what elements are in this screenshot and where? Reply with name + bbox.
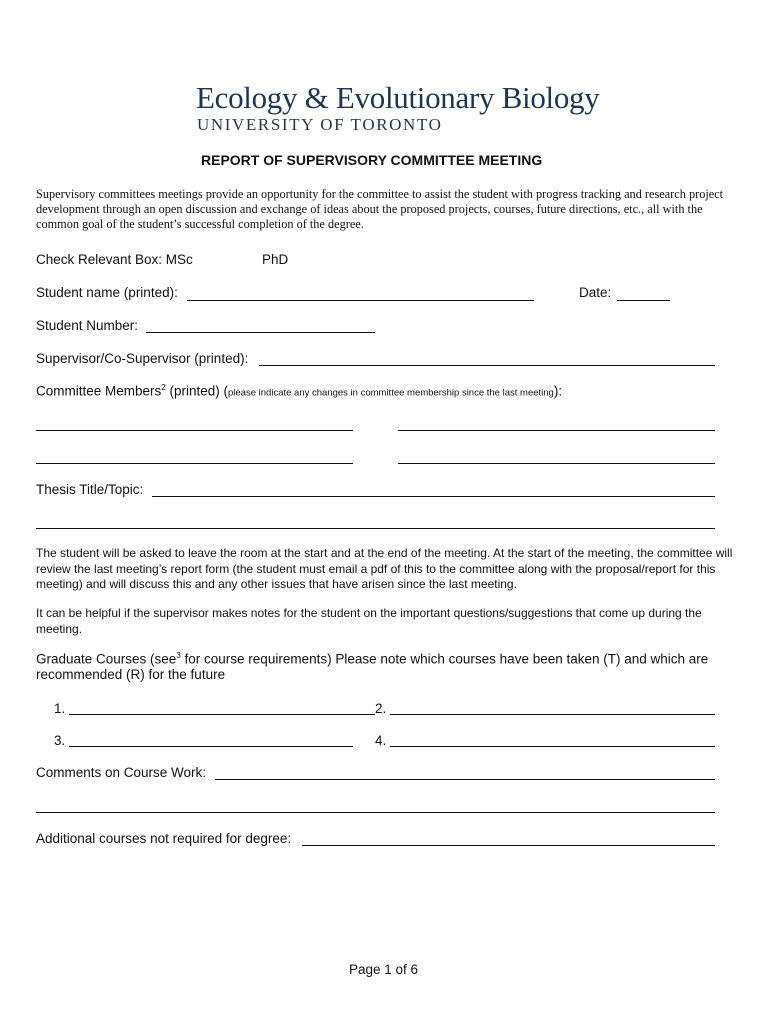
phd-label: PhD [262,252,289,267]
course-2-field[interactable] [390,714,715,715]
course-1-number: 1. [54,701,66,716]
course-2-number: 2. [375,701,387,716]
thesis-title-field[interactable] [152,496,715,497]
committee-note: please indicate any changes in committee membership since the last meeting [228,387,554,399]
additional-courses-field[interactable] [302,845,715,846]
supervisor-label: Supervisor/Co-Supervisor (printed): [36,351,249,366]
course-4-number: 4. [375,733,387,748]
graduate-courses-label: Graduate Courses (see$^3$ for course requirements) Please note which courses have been taken (T) and which are [36,651,709,667]
committee-member-field-2[interactable] [398,430,715,431]
intro-paragraph: Supervisory committees meetings provide an opportunity for the committee to assist the student with progress tracking and research project development through an open discussion and exchange of ideas about the proposed projects, courses, future directions, etc., all with the common goal of the student’s successful completion of the degree. [36,187,724,231]
additional-courses-label: Additional courses not required for degree: [36,831,292,846]
university-logo-subtitle: UNIVERSITY OF TORONTO [197,115,443,134]
student-name-field[interactable] [187,300,534,301]
footnote-3-marker: 3 [176,651,181,660]
course-3-field[interactable] [69,746,353,747]
student-number-label: Student Number: [36,318,139,333]
course-3-number: 3. [54,733,66,748]
page-number: Page 1 of 6 [349,962,419,977]
committee-member-field-1[interactable] [36,430,353,431]
supervisor-notes-paragraph: It can be helpful if the supervisor makes notes for the student on the important questions/suggestions that come up during the meeting. [36,606,702,636]
supervisor-field[interactable] [259,365,715,366]
department-logo-title: Ecology & Evolutionary Biology [196,80,600,115]
course-1-field[interactable] [69,714,375,715]
course-4-field[interactable] [390,746,715,747]
comments-field-line-2[interactable] [36,812,715,813]
date-field[interactable] [617,300,670,301]
thesis-title-label: Thesis Title/Topic: [36,482,144,497]
graduate-courses-label-line-2: recommended (R) for the future [36,667,226,682]
date-label: Date: [579,285,612,300]
student-number-field[interactable] [146,332,375,333]
committee-member-field-3[interactable] [36,463,353,464]
form-title: REPORT OF SUPERVISORY COMMITTEE MEETING [201,152,543,168]
student-name-label: Student name (printed): [36,285,178,300]
comments-label: Comments on Course Work: [36,765,207,780]
committee-members-label: Committee Members$^2$ (printed) (please indicate any changes in committee membership since the last meeting): [36,383,563,399]
footnote-2-marker: 2 [161,383,166,392]
thesis-title-field-line-2[interactable] [36,528,715,529]
comments-field[interactable] [215,779,715,780]
check-box-label: Check Relevant Box: MSc [36,252,193,267]
committee-member-field-4[interactable] [398,463,715,464]
meeting-procedure-paragraph: The student will be asked to leave the room at the start and at the end of the meeting. At the start of the meeting, the committee will review the last meeting’s report form (the student must email a pdf of this to the committee along with the proposal/report for this meeting) and will discuss this and any other issues that have arisen since the last meeting. [36,546,733,591]
